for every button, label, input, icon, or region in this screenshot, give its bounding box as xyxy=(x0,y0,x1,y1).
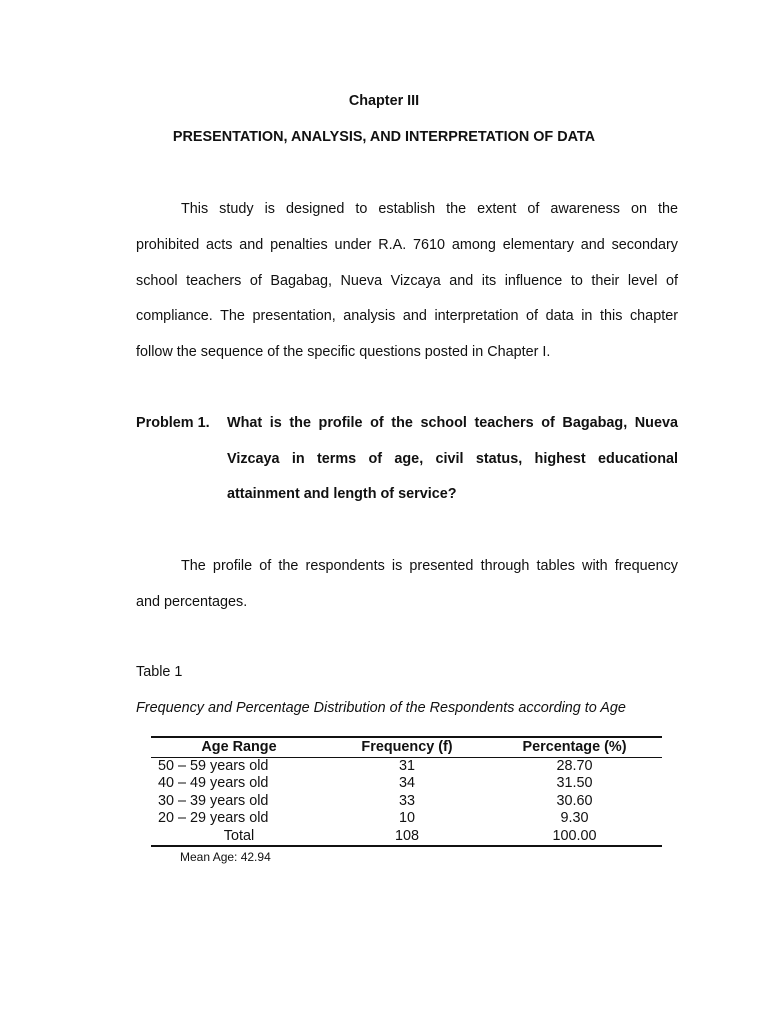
total-label-cell: Total xyxy=(151,828,327,847)
table-total-row xyxy=(151,828,662,847)
age-range-cell: 50 – 59 years old xyxy=(158,757,269,774)
intro-line: school teachers of Bagabag, Nueva Vizcaya and its influence to their level of xyxy=(136,273,678,289)
percentage-cell: 31.50 xyxy=(556,775,593,791)
table-caption: Frequency and Percentage Distribution of the Respondents according to Age xyxy=(136,700,626,716)
total-frequency-cell: 108 xyxy=(327,828,487,847)
problem-line: What is the profile of the school teachers of Bagabag, Nueva xyxy=(227,415,678,431)
intro-line: compliance. The presentation, analysis and interpretation of data in this chapter xyxy=(136,308,678,324)
age-range-cell: 20 – 29 years old xyxy=(158,810,269,826)
frequency-cell: 34 xyxy=(398,775,415,791)
table-label: Table 1 xyxy=(136,664,183,680)
age-range-cell: 40 – 49 years old xyxy=(158,775,269,791)
frequency-cell: 31 xyxy=(398,757,415,774)
problem-line: attainment and length of service? xyxy=(227,486,457,502)
age-distribution-table xyxy=(151,736,662,847)
problem-line: Vizcaya in terms of age, civil status, highest educational xyxy=(227,451,678,467)
age-range-cell: 30 – 39 years old xyxy=(158,792,269,809)
percentage-cell: 9.30 xyxy=(560,810,589,826)
problem-label: Problem 1. xyxy=(136,415,210,431)
intro-line: follow the sequence of the specific questions posted in Chapter I. xyxy=(136,344,551,360)
percentage-cell: 28.70 xyxy=(556,757,593,774)
table-row xyxy=(151,793,662,811)
table-header-row xyxy=(151,737,662,757)
chapter-title: Chapter III xyxy=(348,93,420,109)
table-note: Mean Age: 42.94 xyxy=(180,850,271,864)
frequency-cell: 33 xyxy=(398,792,415,809)
intro-line: prohibited acts and penalties under R.A. 7610 among elementary and secondary xyxy=(136,237,678,253)
table-row xyxy=(151,810,662,828)
total-percentage-cell: 100.00 xyxy=(487,828,662,847)
table-row xyxy=(151,757,662,775)
column-header-age-range: Age Range xyxy=(151,737,327,757)
profile-line: and percentages. xyxy=(136,594,248,610)
chapter-subtitle: PRESENTATION, ANALYSIS, AND INTERPRETATION OF DATA xyxy=(172,129,596,145)
frequency-cell: 10 xyxy=(398,810,415,826)
column-header-percentage: Percentage (%) xyxy=(487,737,662,757)
profile-line: The profile of the respondents is presented through tables with frequency xyxy=(181,558,678,574)
percentage-cell: 30.60 xyxy=(556,792,593,809)
table-row xyxy=(151,775,662,793)
column-header-frequency: Frequency (f) xyxy=(327,737,487,757)
intro-line: This study is designed to establish the extent of awareness on the xyxy=(181,201,678,217)
